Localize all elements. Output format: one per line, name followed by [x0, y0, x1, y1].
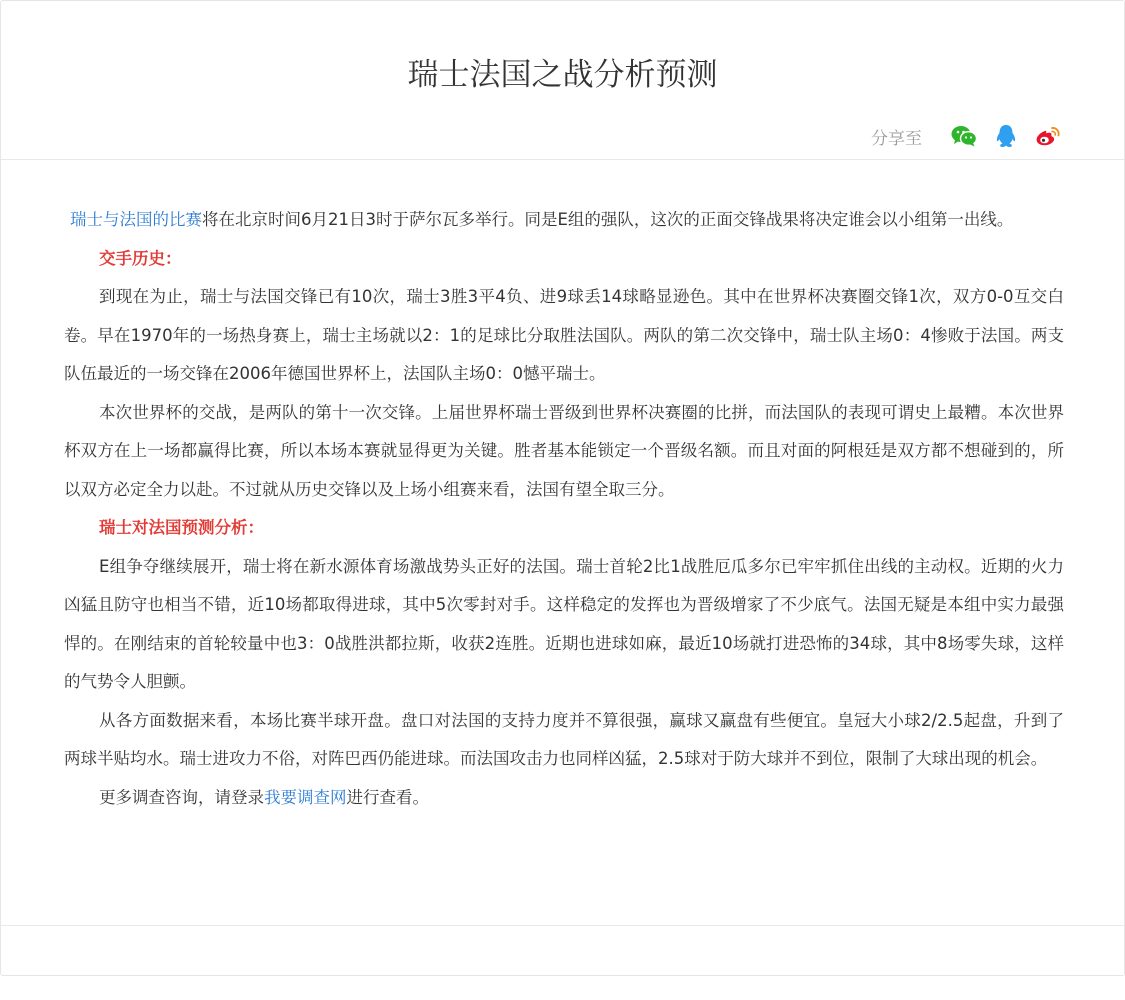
closing-suffix: 进行查看。 [346, 787, 429, 807]
survey-site-link[interactable]: 我要调查网 [264, 787, 347, 807]
section-heading-prediction: 瑞士对法国预测分析： [99, 518, 264, 537]
qq-icon[interactable] [992, 122, 1020, 150]
wechat-icon[interactable] [950, 122, 978, 150]
intro-paragraph [64, 201, 1064, 240]
closing-paragraph [64, 779, 1064, 818]
history-paragraph-1: 到现在为止，瑞士与法国交锋已有10次，瑞士3胜3平4负、进9球丢14球略显逊色。其中在世界杯决赛圈交锋1次，双方0-0互交白卷。早在1970年的一场热身赛上，瑞士主场就以2：1的足球比分取胜法国队。两队的第二次交锋中，瑞士队主场0：4惨败于法国。两支队伍最近的一场交锋在2006年德国世界杯上，法国队主场0：0憾平瑞士。 [64, 287, 1064, 383]
closing-prefix: 更多调查咨询，请登录 [99, 787, 264, 807]
section-heading-history: 交手历史： [99, 248, 182, 268]
prediction-paragraph-2: 从各方面数据来看，本场比赛半球开盘。盘口对法国的支持力度并不算很强，赢球又赢盘有些便宜。皇冠大小球2/2.5起盘，升到了两球半贴均水。瑞士进攻力不俗，对阵巴西仍能进球。而法国攻击力也同样凶猛，2.5球对于防大球并不到位，限制了大球出现的机会。 [64, 710, 1064, 768]
article-body [64, 201, 1064, 817]
article-header [1, 1, 1124, 160]
weibo-icon-graphic [1035, 125, 1061, 147]
wechat-icon-graphic [951, 125, 977, 147]
weibo-icon[interactable] [1034, 122, 1062, 150]
page-title: 瑞士法国之战分析预测 [407, 57, 718, 93]
share-bar [871, 121, 1062, 151]
history-paragraph-2: 本次世界杯的交战，是两队的第十一次交锋。上届世界杯瑞士晋级到世界杯决赛圈的比拼，而法国队的表现可谓史上最糟。本次世界杯双方在上一场都赢得比赛，所以本场本赛就显得更为关键。胜者基本能锁定一个晋级名额。而且对面的阿根廷是双方都不想碰到的，所以双方必定全力以赴。不过就从历史交锋以及上场小组赛来看，法国有望全取三分。 [64, 402, 1064, 499]
qq-icon-graphic [995, 124, 1017, 148]
match-link[interactable]: 瑞士与法国的比赛 [70, 210, 202, 229]
prediction-paragraph-1: E组争夺继续展开，瑞士将在新水源体育场激战势头正好的法国。瑞士首轮2比1战胜厄瓜多尔已牢牢抓住出线的主动权。近期的火力凶猛且防守也相当不错，近10场都取得进球，其中5次零封对手。这样稳定的发挥也为晋级增家了不少底气。法国无疑是本组中实力最强悍的。在刚结束的首轮较量中也3：0战胜洪都拉斯，收获2连胜。近期也进球如麻，最近10场就打进恐怖的34球，其中8场零失球，这样的气势令人胆颤。 [64, 556, 1064, 691]
share-label: 分享至 [871, 128, 922, 149]
intro-text: 将在北京时间6月21日3时于萨尔瓦多举行。同是E组的强队，这次的正面交锋战果将决定谁会以小组第一出线。 [202, 210, 1014, 229]
article-footer [1, 925, 1124, 976]
